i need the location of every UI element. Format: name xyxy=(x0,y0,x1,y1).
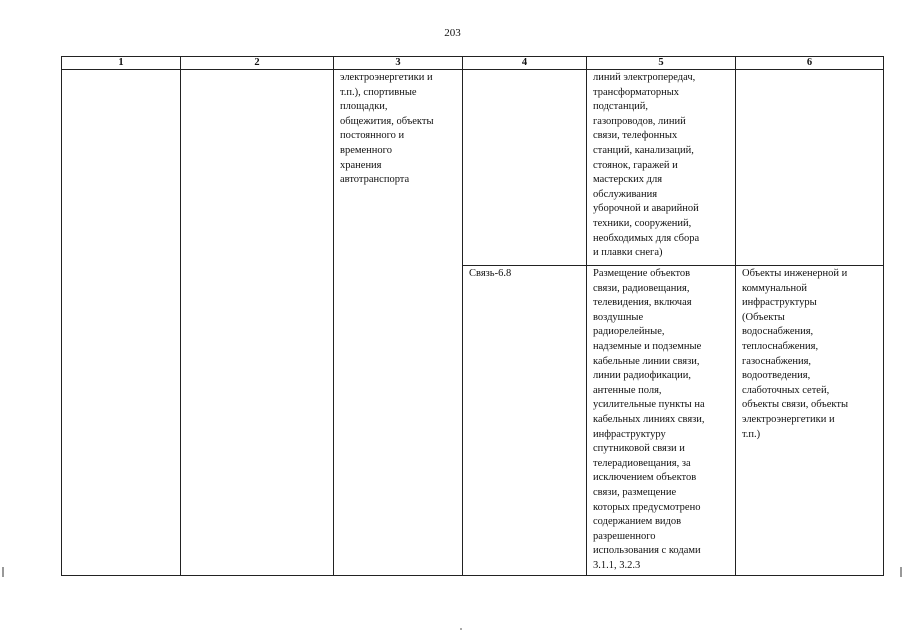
column-header-5: 5 xyxy=(587,57,736,70)
cell-col5-continued: линий электропередач, трансформаторных подстанций, газопроводов, линий связи, телефонных станций, канализаций, стоянок, гаражей и мастерских для обслуживания уборочной и аварийной техники, сооружений, необходимых для сбора и плавки снега) xyxy=(587,70,736,266)
scan-margin-mark-left xyxy=(2,567,4,577)
cell-col2 xyxy=(181,70,334,576)
scan-speck xyxy=(460,628,462,630)
cell-use-description: Размещение объектов связи, радиовещания, телевидения, включая воздушные радиорелейные, надземные и подземные кабельные линии связи, линии радиофикации, антенные поля, усилительные пункты на кабельных линиях связи, инфраструктуру спутниковой связи и телерадиовещания, за исключением объектов связи, размещение которых предусмотрено содержанием видов разрешенного использования с кодами 3.1.1, 3.2.3 xyxy=(587,266,736,576)
table-row xyxy=(62,70,884,266)
cell-use-type-code: Связь-6.8 xyxy=(463,266,587,576)
cell-auxiliary-objects: Объекты инженерной и коммунальной инфраструктуры (Объекты водоснабжения, теплоснабжения, газоснабжения, водоотведения, слаботочных сетей, объекты связи, объекты электроэнергетики и т.п.) xyxy=(736,266,884,576)
zoning-table xyxy=(61,56,884,576)
column-header-1: 1 xyxy=(62,57,181,70)
column-header-6: 6 xyxy=(736,57,884,70)
column-header-2: 2 xyxy=(181,57,334,70)
cell-col3-continued: электроэнергетики и т.п.), спортивные площадки, общежития, объекты постоянного и временного хранения автотранспорта xyxy=(334,70,463,576)
scan-margin-mark-right xyxy=(900,567,902,577)
column-header-4: 4 xyxy=(463,57,587,70)
cell-col6-empty xyxy=(736,70,884,266)
cell-col4-empty xyxy=(463,70,587,266)
table-header-row xyxy=(62,57,884,70)
column-header-3: 3 xyxy=(334,57,463,70)
page-number: 203 xyxy=(444,27,461,39)
cell-col1 xyxy=(62,70,181,576)
